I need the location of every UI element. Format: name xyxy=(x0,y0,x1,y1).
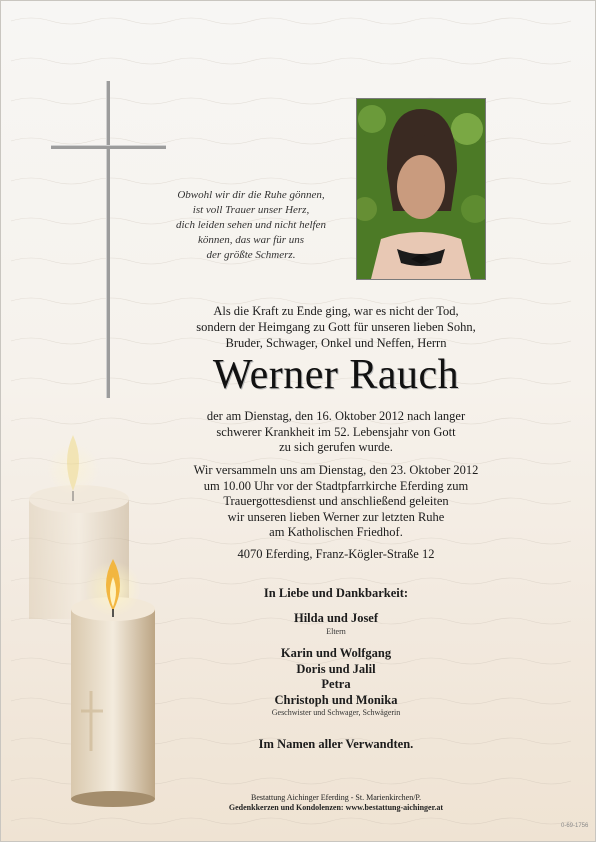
funeral-details xyxy=(151,463,521,541)
intro-line: sondern der Heimgang zu Gott für unseren lieben Sohn, xyxy=(196,320,476,334)
cross-vertical-bar xyxy=(106,81,110,398)
cross-horizontal-bar xyxy=(51,145,166,149)
parents-group xyxy=(151,611,521,637)
funeral-line: am Katholischen Friedhof. xyxy=(269,525,403,539)
poem-line: Obwohl wir dir die Ruhe gönnen, xyxy=(177,189,325,201)
siblings-role: Geschwister und Schwager, Schwägerin xyxy=(271,708,401,717)
intro-line: Als die Kraft zu Ende ging, war es nicht der Tod, xyxy=(213,304,459,318)
funeral-line: wir unseren lieben Werner zur letzten Ruhe xyxy=(227,509,445,524)
poem-line: ist voll Trauer unser Herz, xyxy=(192,204,310,216)
funeral-line: um 10.00 Uhr vor der Stadtpfarrkirche Eferding zum xyxy=(203,478,469,493)
closing-heading: In Liebe und Dankbarkeit: xyxy=(263,586,409,600)
poem-line: der größte Schmerz. xyxy=(206,249,296,261)
death-notice-line: schwerer Krankheit im 52. Lebensjahr von Gott xyxy=(216,424,456,439)
poem-line: dich leiden sehen und nicht helfen xyxy=(176,219,326,231)
death-notice-line: der am Dienstag, den 16. Oktober 2012 nach langer xyxy=(206,409,466,423)
poem-line: können, das war für uns xyxy=(197,234,305,246)
death-notice-line: zu sich gerufen wurde. xyxy=(279,440,393,454)
parents-names: Hilda und Josef xyxy=(293,611,379,625)
portrait-photo xyxy=(356,98,486,280)
footer-company: Bestattung Aichinger Eferding - St. Marienkirchen/P. xyxy=(251,793,421,802)
candles-illustration xyxy=(1,421,181,821)
funeral-line: Wir versammeln uns am Dienstag, den 23. Oktober 2012 xyxy=(193,463,479,477)
sibling-names: Karin und Wolfgang xyxy=(280,646,392,660)
sibling-names: Doris und Jalil xyxy=(296,661,376,676)
siblings-group xyxy=(151,646,521,718)
intro-text xyxy=(151,303,521,351)
poem xyxy=(151,188,351,263)
footer-website: Gedenkkerzen und Kondolenzen: www.bestattung-aichinger.at xyxy=(228,803,444,812)
parents-role: Eltern xyxy=(326,626,346,636)
intro-line: Bruder, Schwager, Onkel und Neffen, Herrn xyxy=(225,336,447,350)
footer xyxy=(151,793,521,813)
relatives-line: Im Namen aller Verwandten. xyxy=(258,737,414,751)
funeral-line: Trauergottesdienst und anschließend geleiten xyxy=(223,494,449,508)
sibling-names: Petra xyxy=(321,677,351,691)
sibling-names: Christoph und Monika xyxy=(274,692,398,707)
death-notice xyxy=(151,409,521,456)
print-code: 0-69-1756 xyxy=(561,823,589,829)
deceased-name: Werner Rauch xyxy=(212,352,460,398)
address: 4070 Eferding, Franz-Kögler-Straße 12 xyxy=(237,547,435,561)
